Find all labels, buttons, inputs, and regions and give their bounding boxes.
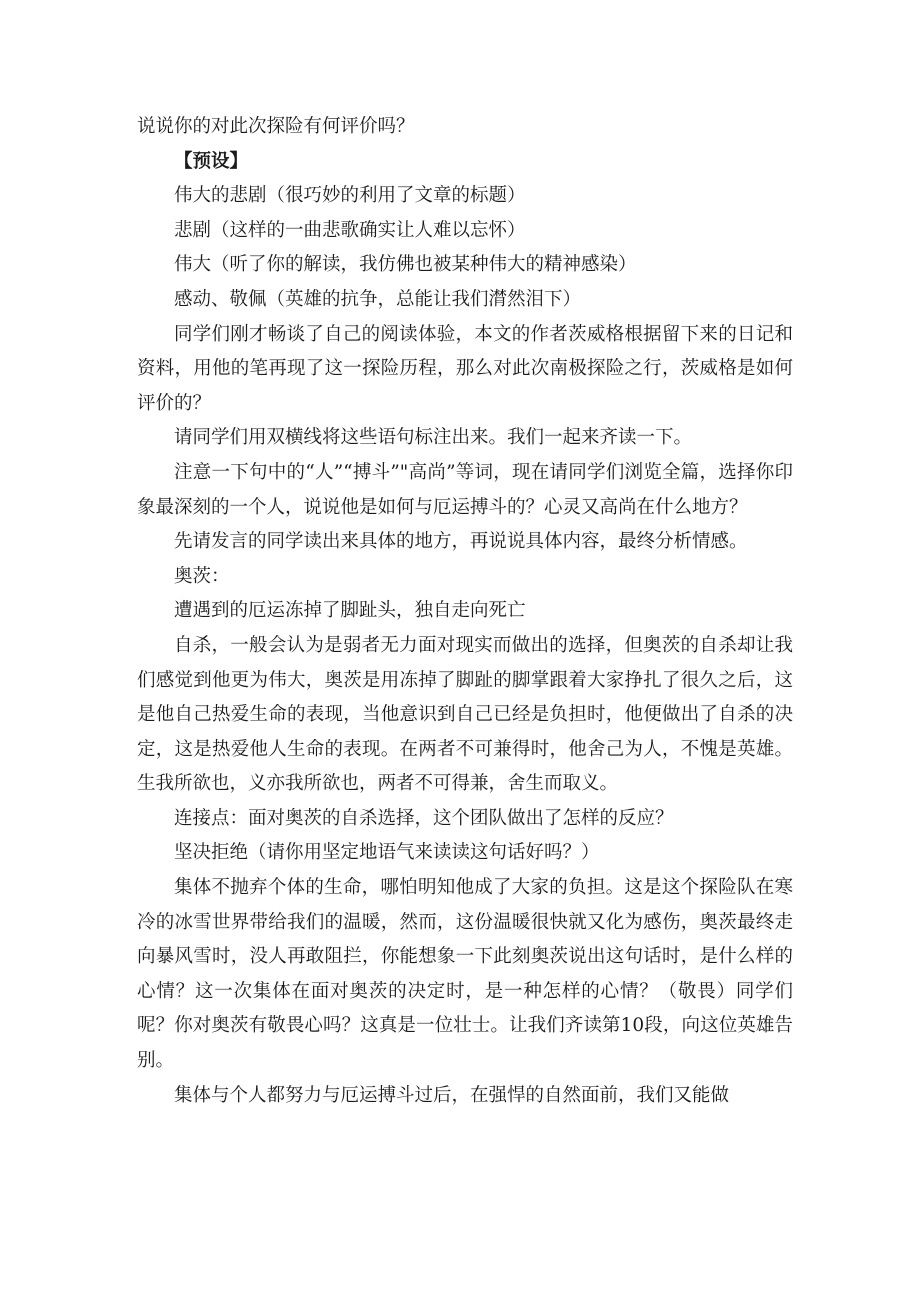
paragraph-reading-method: 先请发言的同学读出来具体的地方，再说说具体内容，最终分析情感。 — [174, 531, 748, 553]
paragraph-answer-1: 伟大的悲剧（很巧妙的利用了文章的标题） — [174, 185, 526, 207]
paragraph-zweig-evaluation: 同学们刚才畅谈了自己的阅读体验，本文的作者茨威格根据留下来的日记和资料，用他的笔再现了这一探险历程，那么对此次南极探险之行，茨威格是如何评价的？ — [137, 323, 793, 414]
paragraph-answer-4: 感动、敬佩（英雄的抗争，总能让我们潸然泪下） — [174, 288, 582, 310]
paragraph-question: 说说你的对此次探险有何评价吗？ — [137, 116, 415, 137]
paragraph-closing: 集体与个人都努力与厄运搏斗过后，在强悍的自然面前，我们又能做 — [174, 1084, 730, 1106]
paragraph-mark-sentences: 请同学们用双横线将这些语句标注出来。我们一起来齐读一下。 — [174, 427, 693, 449]
heading-preset: 【预设】 — [174, 150, 249, 172]
paragraph-connection-point: 连接点：面对奥茨的自杀选择，这个团队做出了怎样的反应？ — [174, 807, 674, 829]
paragraph-collective: 集体不抛弃个体的生命，哪怕明知他成了大家的负担。这是这个探险队在寒冷的冰雪世界带给我们的温暖，然而，这份温暖很快就又化为感伤，奥茨最终走向暴风雪时，没人再敢阻拦，你能想象一下此刻奥茨说出这句话时，是什么样的心情？这一次集体在面对奥茨的决定时，是一种怎样的心情？（敬畏）同学们呢？你对奥茨有敬畏心吗？这真是一位壮士。让我们齐读第10段，向这位英雄告别。 — [137, 877, 793, 1072]
paragraph-oates-fate: 遭遇到的厄运冻掉了脚趾头，独自走向死亡 — [174, 600, 526, 622]
paragraph-answer-2: 悲剧（这样的一曲悲歌确实让人难以忘怀） — [174, 219, 526, 241]
document-page — [137, 110, 793, 1113]
paragraph-firm-refusal: 坚决拒绝（请你用坚定地语气来读读这句话好吗？） — [174, 842, 600, 864]
paragraph-oates-label: 奥茨： — [174, 565, 230, 587]
paragraph-answer-3: 伟大（听了你的解读，我仿佛也被某种伟大的精神感染） — [174, 254, 637, 276]
paragraph-keywords: 注意一下句中的“人”“搏斗”"高尚”等词，现在请同学们浏览全篇，选择你印象最深刻的一个人，说说他是如何与厄运搏斗的？心灵又高尚在什么地方？ — [137, 461, 793, 518]
paragraph-oates-analysis: 自杀，一般会认为是弱者无力面对现实而做出的选择，但奥茨的自杀却让我们感觉到他更为伟大，奥茨是用冻掉了脚趾的脚掌跟着大家挣扎了很久之后，这是他自己热爱生命的表现，当他意识到自己已经是负担时，他便做出了自杀的决定，这是热爱他人生命的表现。在两者不可兼得时，他舍己为人，不愧是英雄。生我所欲也，义亦我所欲也，两者不可得兼，舍生而取义。 — [137, 634, 793, 795]
